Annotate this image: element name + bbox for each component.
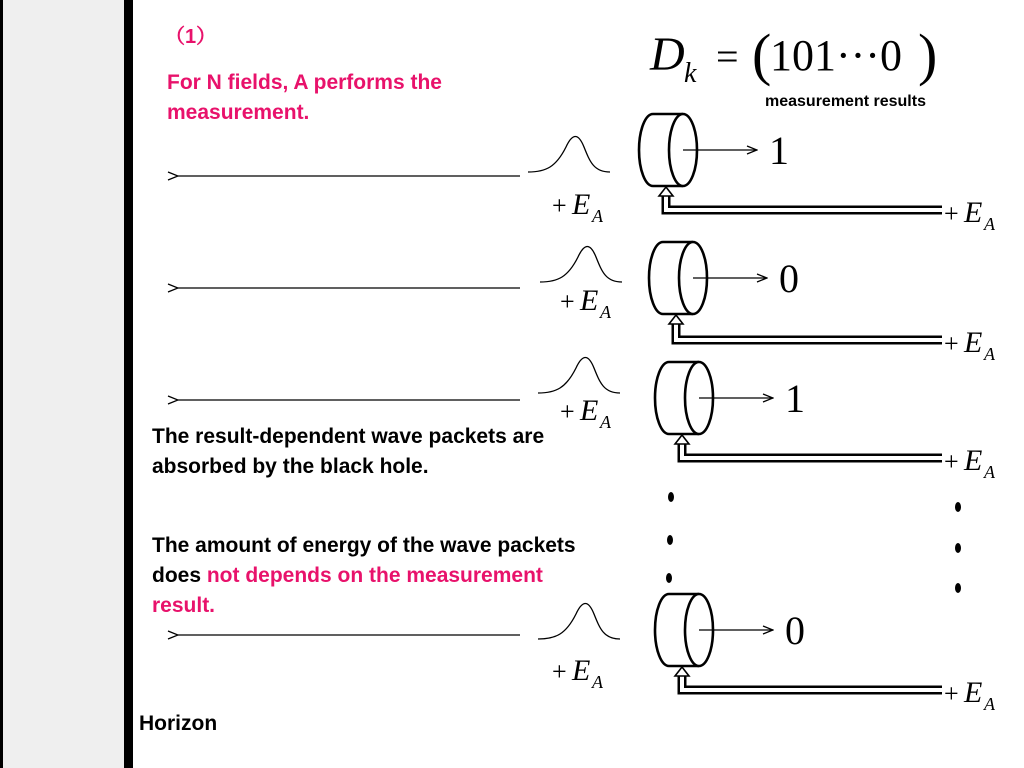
ellipsis-dot bbox=[668, 492, 674, 502]
formula bbox=[649, 22, 937, 89]
ellipsis-dots bbox=[666, 492, 961, 593]
formula-equals: = bbox=[716, 34, 739, 79]
energy-pipe-arrowhead bbox=[675, 667, 689, 676]
intro-text: For N fields, A performs the measurement. bbox=[167, 71, 442, 124]
ellipsis-dot bbox=[955, 583, 961, 593]
wave-packet bbox=[528, 136, 610, 172]
ellipsis-dot bbox=[666, 573, 672, 583]
energy-pipe-outline bbox=[682, 676, 942, 690]
formula-open: ( bbox=[752, 22, 772, 87]
energy-label-right-subscript: A bbox=[984, 462, 995, 482]
measurement-result: 0 bbox=[779, 256, 799, 301]
energy-label-right-subscript: A bbox=[984, 694, 995, 714]
energy-label-left-subscript: A bbox=[600, 412, 611, 432]
energy-label-right-plus: + bbox=[944, 199, 959, 228]
wave-packet bbox=[540, 246, 622, 282]
energy-label-right-subscript: A bbox=[984, 344, 995, 364]
energy-label-left-symbol: E bbox=[580, 284, 599, 317]
energy-label-right-symbol: E bbox=[964, 326, 983, 359]
energy-pipe-arrowhead bbox=[675, 435, 689, 444]
energy-label-right-plus: + bbox=[944, 679, 959, 708]
measurement-result: 1 bbox=[785, 376, 805, 421]
note-absorbed: The result-dependent wave packets are absorbed by the black hole. bbox=[152, 425, 545, 478]
energy-label-left-plus: + bbox=[552, 657, 567, 686]
measurement-result: 1 bbox=[769, 128, 789, 173]
energy-label-left-subscript: A bbox=[592, 206, 603, 226]
energy-label-right-plus: + bbox=[944, 329, 959, 358]
energy-label-right-symbol: E bbox=[964, 676, 983, 709]
formula-symbol: D bbox=[650, 28, 685, 81]
energy-label-right-plus: + bbox=[944, 447, 959, 476]
energy-label-right-symbol: E bbox=[964, 444, 983, 477]
measurement-result: 0 bbox=[785, 608, 805, 653]
energy-pipe-arrowhead bbox=[669, 315, 683, 324]
energy-label-left-subscript: A bbox=[592, 672, 603, 692]
energy-pipe-outline bbox=[666, 196, 942, 210]
energy-label-left-subscript: A bbox=[600, 302, 611, 322]
energy-label-left-symbol: E bbox=[580, 394, 599, 427]
horizon-label: Horizon bbox=[139, 712, 218, 735]
note-energy-plain: The amount of energy of the wave packets does bbox=[152, 534, 576, 587]
energy-label-left-plus: + bbox=[552, 191, 567, 220]
energy-pipe-arrowhead bbox=[659, 187, 673, 196]
energy-label-left-plus: + bbox=[560, 287, 575, 316]
ellipsis-dot bbox=[667, 535, 673, 545]
note-energy-highlight: not depends on the measurement result. bbox=[152, 564, 543, 617]
energy-pipe-outline bbox=[676, 324, 942, 340]
ellipsis-dot bbox=[955, 502, 961, 512]
energy-label-left-plus: + bbox=[560, 397, 575, 426]
measurement-rows bbox=[178, 114, 996, 714]
ellipsis-dot bbox=[955, 543, 961, 553]
wave-packet bbox=[538, 603, 620, 639]
energy-label-left-symbol: E bbox=[572, 654, 591, 687]
results-caption: measurement results bbox=[765, 93, 926, 110]
energy-label-right-subscript: A bbox=[984, 214, 995, 234]
wave-packet bbox=[538, 357, 620, 393]
step-label: （1） bbox=[165, 26, 217, 48]
formula-value: 101···0 bbox=[770, 31, 902, 80]
formula-subscript: k bbox=[684, 58, 697, 89]
formula-close: ) bbox=[918, 22, 938, 87]
energy-label-right-symbol: E bbox=[964, 196, 983, 229]
energy-label-left-symbol: E bbox=[572, 188, 591, 221]
energy-pipe-outline bbox=[682, 444, 942, 458]
